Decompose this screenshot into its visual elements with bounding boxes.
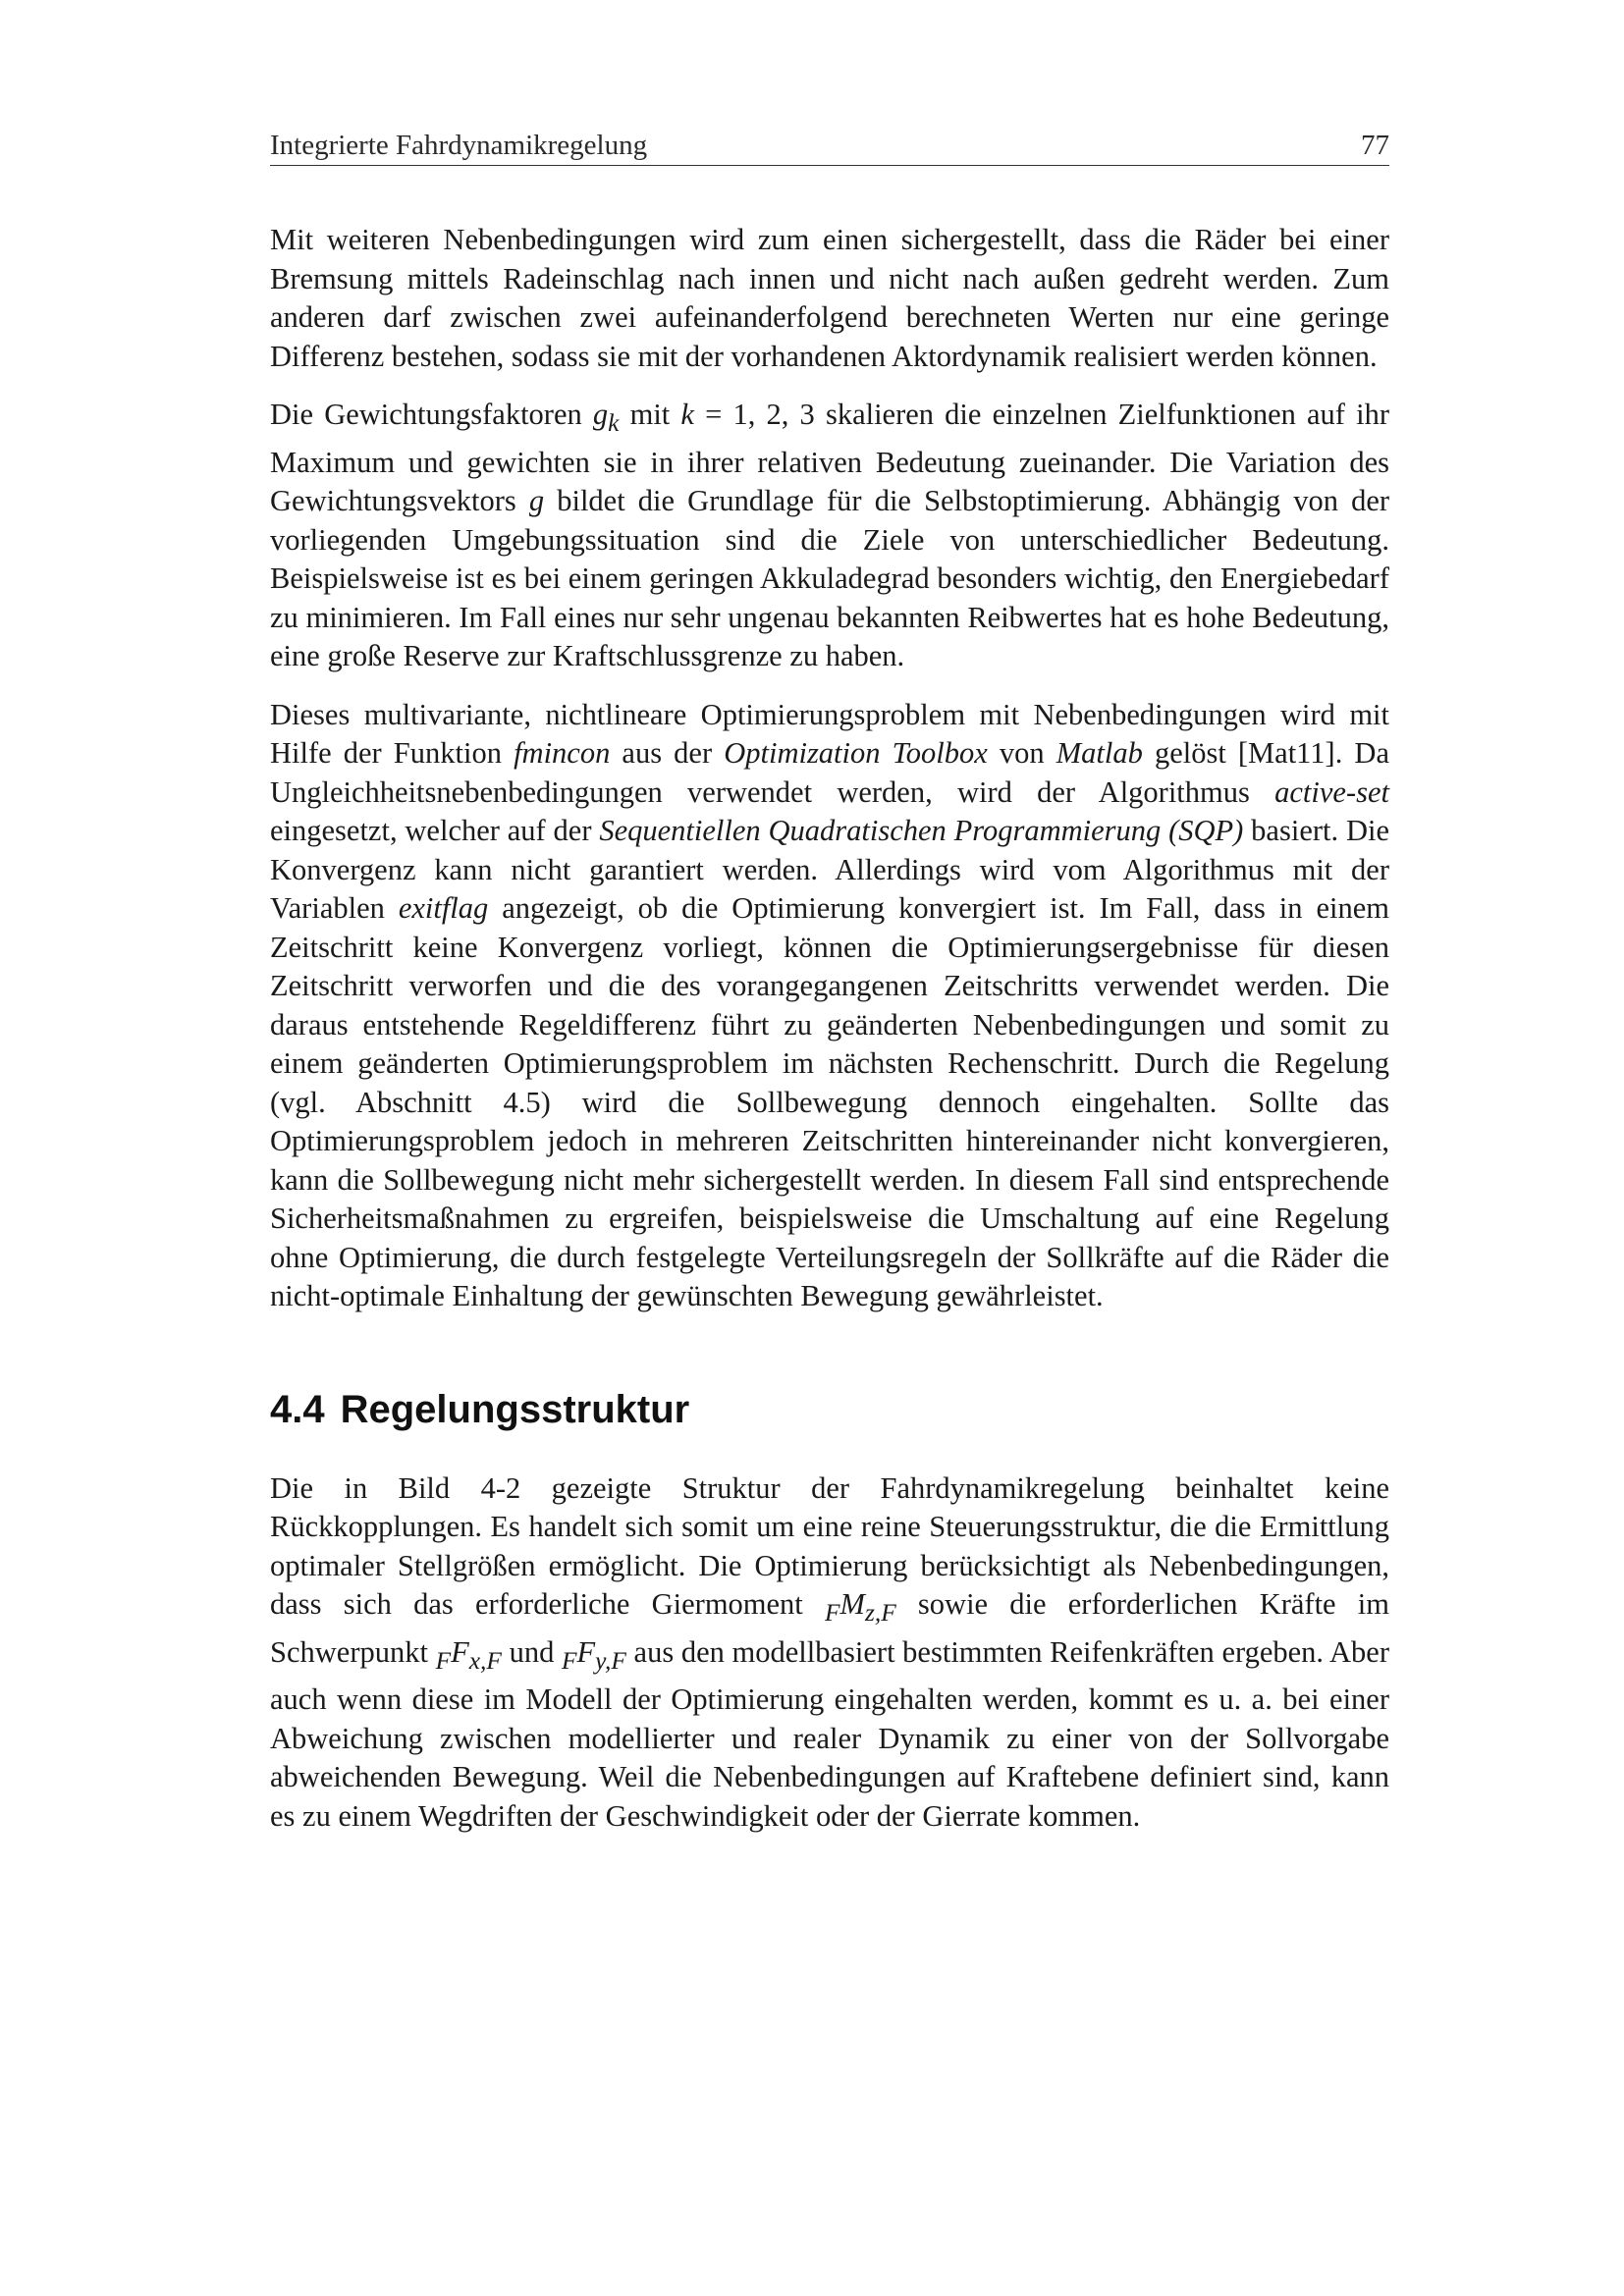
paragraph-3 bbox=[270, 696, 1389, 1316]
paragraph-3-text-7: angezeigt, ob die Optimierung konvergiert ist. Im Fall, dass in einem Zeitschritt keine Konvergenz vorliegt, können die Optimierungsergebnisse für diesen Zeitschritt verworfen und die des vorangegangenen Zeitschritts verwendet werden. Die daraus entstehende Regeldifferenz führt zu geänderten Nebenbedingungen und somit zu einem geänderten Optimierungsproblem im nächsten Rechenschritt. Durch die Regelung (vgl. Abschnitt 4.5) wird die Sollbewegung dennoch eingehalten. Sollte das Optimierungsproblem jedoch in mehreren Zeitschritten hintereinander nicht konvergieren, kann die Sollbewegung nicht mehr sichergestellt werden. In diesem Fall sind entsprechende Sicherheitsmaßnahmen zu ergreifen, beispielsweise die Umschaltung auf eine Regelung ohne Optimierung, die durch festgelegte Verteilungsregeln der Sollkräfte auf die Räder die nicht-optimale Einhaltung der gewünschten Bewegung gewährleistet. bbox=[270, 891, 1389, 1313]
math-g-k bbox=[592, 398, 620, 438]
italic-exitflag: exitflag bbox=[398, 891, 489, 926]
math-giermoment bbox=[825, 1587, 896, 1628]
section-paragraph-text-3: und bbox=[501, 1634, 562, 1669]
paragraph-2-text-4: bildet die Grundlage für die Selbstoptimierung. Abhängig von der vorliegenden Umgebungssituation sind die Ziele von unterschiedlicher Bedeutung. Beispielsweise ist es bei einem geringen Akkuladegrad besonders wichtig, den Energiebedarf zu minimieren. Im Fall eines nur sehr ungenau bekannten Reibwertes hat es hohe Bedeutung, eine große Reserve zur Kraftschlussgrenze zu haben. bbox=[270, 484, 1390, 673]
italic-sqp: Sequentiellen Quadratischen Programmierung (SQP) bbox=[599, 814, 1244, 848]
italic-fmincon: fmincon bbox=[514, 736, 611, 771]
section-heading bbox=[270, 1385, 1389, 1434]
math-force-y-subscript: y,F bbox=[595, 1646, 626, 1675]
body-text bbox=[270, 221, 1389, 1836]
running-header-title: Integrierte Fahrdynamikregelung bbox=[270, 130, 648, 161]
math-force-x-prescript: F bbox=[435, 1646, 452, 1675]
math-force-y bbox=[561, 1634, 626, 1675]
math-force-x bbox=[435, 1634, 502, 1675]
math-g-k-base: g bbox=[592, 398, 609, 431]
paragraph-3-text-3: von bbox=[987, 736, 1056, 771]
running-header bbox=[270, 126, 1389, 166]
math-giermoment-prescript: F bbox=[825, 1599, 840, 1628]
page-number: 77 bbox=[1361, 130, 1389, 161]
italic-active-set: active-set bbox=[1274, 774, 1389, 809]
section-title: Regelungsstruktur bbox=[340, 1387, 690, 1431]
section-paragraph-text-4: aus den modellbasiert bestimmten Reifenkräften ergeben. Aber auch wenn diese im Modell der Optimierung eingehalten werden, kommt es u. a. bei einer Abweichung zwischen modellierter und realer Dynamik zu einer von der Sollvorgabe abweichenden Bewegung. Weil die Nebenbedingungen auf Kraftebene definiert sind, kann es zu einem Wegdriften der Geschwindigkeit oder der Gierrate kommen. bbox=[270, 1634, 1389, 1833]
math-force-x-subscript: x,F bbox=[468, 1646, 502, 1675]
paragraph-3-text-5: eingesetzt, welcher auf der bbox=[270, 814, 600, 848]
section-number: 4.4 bbox=[270, 1387, 325, 1431]
math-g-k-subscript: k bbox=[608, 409, 620, 438]
section-paragraph-text-1: Die in Bild 4-2 gezeigte Struktur der Fahrdynamikregelung beinhaltet keine Rückkopplungen. Es handelt sich somit um eine reine Steuerungsstruktur, die die Ermittlung optimaler Stellgrößen ermöglicht. Die Optimierung berücksichtigt als Nebenbedingungen, dass sich das erforderliche Giermoment bbox=[270, 1470, 1389, 1622]
paragraph-2-text-1: Die Gewichtungsfaktoren bbox=[270, 398, 593, 431]
math-giermoment-base: M bbox=[839, 1587, 865, 1622]
paragraph-2 bbox=[270, 396, 1389, 676]
math-k: k bbox=[680, 398, 694, 431]
page bbox=[270, 126, 1389, 1855]
paragraph-3-text-2: aus der bbox=[610, 736, 725, 771]
math-force-y-base: F bbox=[576, 1634, 596, 1669]
italic-optimization-toolbox: Optimization Toolbox bbox=[724, 736, 988, 771]
paragraph-1: Mit weiteren Nebenbedingungen wird zum einen sichergestellt, dass die Räder bei einer Bremsung mittels Radeinschlag nach innen und nicht nach außen gedreht werden. Zum anderen darf zwischen zwei aufeinanderfolgend berechneten Werten nur eine geringe Differenz bestehen, sodass sie mit der vorhandenen Aktordynamik realisiert werden können. bbox=[270, 223, 1389, 373]
paragraph-2-text-3: = 1, 2, 3 skalieren die einzelnen Zielfunktionen auf ihr Maximum und gewichten sie in ihrer relativen Bedeutung zueinander. Die Variation des Gewichtungsvektors bbox=[270, 398, 1389, 518]
section-paragraph bbox=[270, 1469, 1389, 1837]
math-g: g bbox=[528, 484, 545, 518]
section-paragraph-text-2: sowie die erforderlichen Kräfte im Schwerpunkt bbox=[270, 1587, 1389, 1669]
math-force-y-prescript: F bbox=[561, 1646, 577, 1675]
paragraph-3-text-1: Dieses multivariante, nichtlineare Optimierungsproblem mit Nebenbedingungen wird mit Hilfe der Funktion bbox=[270, 697, 1389, 771]
paragraph-2-text-2: mit bbox=[619, 398, 681, 431]
paragraph-3-text-4: gelöst [Mat11]. Da Ungleichheitsnebenbedingungen verwendet werden, wird der Algorithmus bbox=[270, 736, 1389, 809]
math-giermoment-subscript: z,F bbox=[864, 1599, 896, 1628]
math-force-x-base: F bbox=[451, 1634, 469, 1669]
paragraph-3-text-6: basiert. Die Konvergenz kann nicht garantiert werden. Allerdings wird vom Algorithmus mit der Variablen bbox=[270, 814, 1389, 926]
italic-matlab: Matlab bbox=[1056, 736, 1143, 771]
